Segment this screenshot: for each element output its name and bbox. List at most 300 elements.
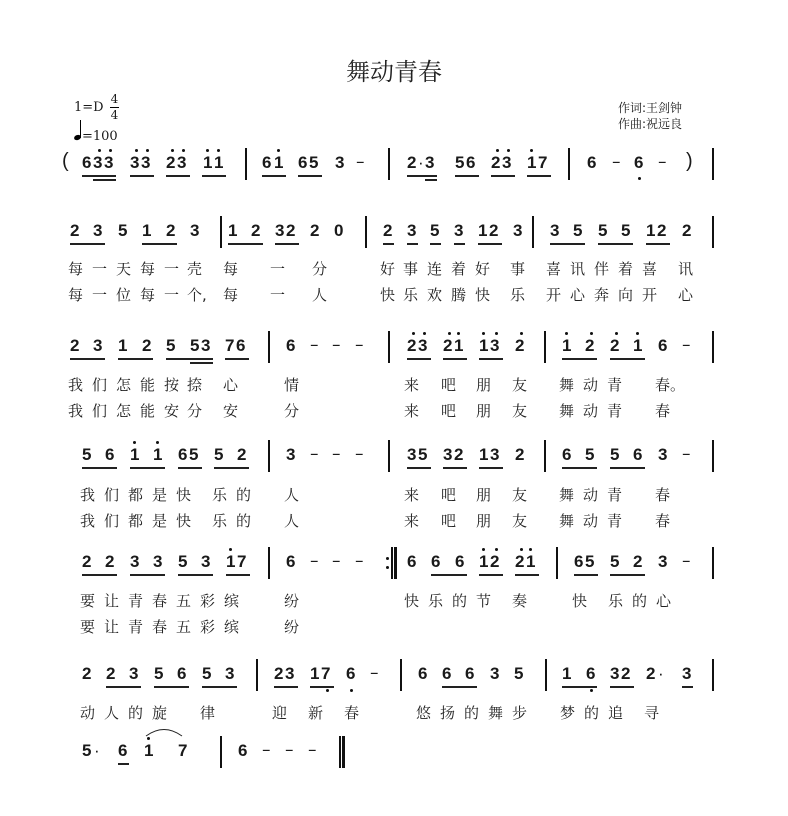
- note: 3: [443, 445, 453, 464]
- note: 2: [251, 221, 261, 240]
- lyric: 开: [642, 286, 658, 304]
- lyric: 纷: [284, 592, 300, 610]
- high-dot: [277, 149, 280, 152]
- quarter-note-icon: [74, 128, 82, 142]
- lyric: 人: [312, 286, 328, 304]
- note: 2: [407, 336, 417, 355]
- note: 5: [621, 221, 631, 240]
- note: 3: [407, 445, 417, 464]
- barline: [568, 148, 570, 180]
- lyric: 春: [655, 486, 671, 504]
- note: 6: [236, 336, 246, 355]
- note: 5: [610, 552, 620, 571]
- lyric: 一: [270, 260, 286, 278]
- lyric: 我: [68, 376, 84, 394]
- lyric: 的: [632, 592, 648, 610]
- note: 6: [286, 552, 296, 571]
- repeat-barline-thick: [394, 547, 397, 579]
- time-signature: [110, 93, 119, 122]
- lyric: 好: [475, 260, 491, 278]
- dash: –: [262, 740, 271, 760]
- dash: –: [682, 551, 691, 571]
- note: 1: [118, 336, 128, 355]
- dash: –: [332, 335, 341, 355]
- underline: [574, 574, 598, 576]
- aug-dot: ·: [658, 664, 664, 683]
- underline: [298, 175, 322, 177]
- note: 2: [286, 221, 296, 240]
- note: 1: [479, 336, 489, 355]
- lyric: 我: [80, 512, 96, 530]
- lyric: 扬: [440, 704, 456, 722]
- note: 2: [105, 552, 115, 571]
- high-dot: [457, 332, 460, 335]
- note: 6: [466, 153, 476, 172]
- staff-row-1: [0, 152, 788, 182]
- lyric: 讯: [570, 260, 586, 278]
- note: 5: [178, 552, 188, 571]
- underline: [225, 358, 249, 360]
- underline: [515, 574, 539, 576]
- note: 3: [418, 336, 428, 355]
- note: 1: [478, 221, 488, 240]
- note: 2: [70, 221, 80, 240]
- underline: [214, 467, 249, 469]
- low-dot: [326, 689, 329, 692]
- lyric: 分: [312, 260, 328, 278]
- high-dot: [182, 149, 185, 152]
- lyric: 我: [80, 486, 96, 504]
- note: 3: [93, 336, 103, 355]
- lyric: 五: [176, 592, 192, 610]
- time-signature-top: 4: [110, 92, 119, 106]
- note: 3: [425, 153, 435, 172]
- underline: [479, 467, 503, 469]
- lyric: 讯: [678, 260, 694, 278]
- lyric: 连: [427, 260, 443, 278]
- staff-row-2: [0, 220, 788, 250]
- dash: –: [355, 335, 364, 355]
- lyric: 人: [104, 704, 120, 722]
- lyric: 快: [404, 592, 420, 610]
- lyric: 一: [270, 286, 286, 304]
- lyric: 每: [223, 260, 239, 278]
- note: 5: [190, 336, 200, 355]
- lyric: 青: [607, 402, 623, 420]
- lyric: 让: [104, 592, 120, 610]
- lyric: 事: [510, 260, 526, 278]
- high-dot: [636, 332, 639, 335]
- underline: [454, 243, 465, 245]
- lyric: 事: [403, 260, 419, 278]
- high-dot: [482, 548, 485, 551]
- note: 2: [515, 336, 525, 355]
- tempo-marking: [74, 128, 118, 144]
- underline: [425, 179, 437, 181]
- lyric: 每: [223, 286, 239, 304]
- note: 1: [646, 221, 656, 240]
- note: 5: [166, 336, 176, 355]
- high-dot: [495, 332, 498, 335]
- underline: [407, 175, 437, 177]
- note: 2: [82, 664, 92, 683]
- lyric: 要: [80, 592, 96, 610]
- close-paren: ): [686, 150, 693, 172]
- note: 5: [214, 445, 224, 464]
- note: 2: [610, 336, 620, 355]
- lyric: 青: [607, 512, 623, 530]
- lyric: 吧: [441, 402, 457, 420]
- note: 2: [633, 552, 643, 571]
- note: 6: [238, 741, 248, 760]
- underline: [310, 686, 334, 688]
- underline: [443, 467, 467, 469]
- note: 3: [275, 221, 285, 240]
- note: 2: [515, 552, 525, 571]
- underline: [610, 574, 645, 576]
- underline: [491, 175, 515, 177]
- note: 3: [225, 664, 235, 683]
- note: 1: [633, 336, 643, 355]
- barline: [712, 547, 714, 579]
- note: 2: [166, 153, 176, 172]
- open-paren: (: [62, 150, 69, 172]
- underline: [682, 686, 693, 688]
- high-dot: [98, 149, 101, 152]
- lyric: 步: [512, 704, 528, 722]
- lyric: 乐: [608, 592, 624, 610]
- underline: [407, 467, 431, 469]
- note: 7: [538, 153, 548, 172]
- note: 1: [527, 153, 537, 172]
- note: 2: [657, 221, 667, 240]
- lyric: 壳: [187, 260, 203, 278]
- lyric: 来: [404, 512, 420, 530]
- staff-row-6: [0, 663, 788, 693]
- underline: [443, 358, 467, 360]
- underline: [431, 574, 467, 576]
- high-dot: [135, 149, 138, 152]
- note: 1: [562, 664, 572, 683]
- lyric: 位: [116, 286, 132, 304]
- high-dot: [156, 441, 159, 444]
- lyric: 都: [128, 512, 144, 530]
- barline: [545, 659, 547, 691]
- note: 6: [407, 552, 417, 571]
- note: 6: [465, 664, 475, 683]
- underline: [154, 686, 189, 688]
- barline: [556, 547, 558, 579]
- lyric: 天: [116, 260, 132, 278]
- barline: [388, 148, 390, 180]
- underline: [610, 358, 645, 360]
- note: 3: [658, 445, 668, 464]
- note: 3: [682, 664, 692, 683]
- song-title: 舞动青春: [346, 58, 442, 86]
- underline: [82, 175, 116, 177]
- lyric: 都: [128, 486, 144, 504]
- credits: [618, 100, 682, 132]
- dash: –: [658, 152, 667, 172]
- lyric: 节: [476, 592, 492, 610]
- staff-row-3: [0, 335, 788, 365]
- note: 1: [226, 552, 236, 571]
- lyric: 律: [200, 704, 216, 722]
- note: 7: [178, 741, 188, 760]
- lyric: 朋: [476, 486, 492, 504]
- lyric: 每: [68, 260, 84, 278]
- lyric: 新: [308, 704, 324, 722]
- high-dot: [109, 149, 112, 152]
- lyric: 吧: [441, 376, 457, 394]
- lyric: 动: [583, 512, 599, 530]
- note: 3: [130, 552, 140, 571]
- low-dot: [350, 689, 353, 692]
- note: 6: [118, 741, 128, 760]
- note: 5: [585, 552, 595, 571]
- note: 6: [658, 336, 668, 355]
- barline: [365, 216, 367, 248]
- underline: [226, 574, 250, 576]
- note: 1: [153, 445, 163, 464]
- note: 1: [130, 445, 140, 464]
- lyric: 开: [546, 286, 562, 304]
- high-dot: [520, 332, 523, 335]
- lyric: 的: [128, 704, 144, 722]
- barline: [220, 736, 222, 768]
- note: 1: [142, 221, 152, 240]
- note: 2: [454, 445, 464, 464]
- dash: –: [682, 335, 691, 355]
- underline: [202, 686, 237, 688]
- lyric: 腾: [451, 286, 467, 304]
- note: 6: [286, 336, 296, 355]
- time-signature-bottom: 4: [110, 108, 119, 122]
- note: 3: [93, 221, 103, 240]
- underline: [407, 358, 431, 360]
- note: 5: [573, 221, 583, 240]
- note: 6: [633, 445, 643, 464]
- dash: –: [682, 444, 691, 464]
- dash: –: [285, 740, 294, 760]
- note: 2: [585, 336, 595, 355]
- note: 6: [431, 552, 441, 571]
- lyric: 奏: [512, 592, 528, 610]
- underline: [70, 358, 105, 360]
- note: 3: [201, 336, 211, 355]
- note: 5: [610, 445, 620, 464]
- note: 3: [658, 552, 668, 571]
- note: 3: [177, 153, 187, 172]
- barline: [388, 440, 390, 472]
- lyric: 来: [404, 376, 420, 394]
- lyric: 快: [475, 286, 491, 304]
- repeat-barline: [391, 547, 393, 579]
- lyric: 来: [404, 486, 420, 504]
- barline: [220, 216, 222, 248]
- note: 6: [562, 445, 572, 464]
- lyric: 彩: [200, 618, 216, 636]
- lyric: 捺: [187, 376, 203, 394]
- lyric: 旋: [152, 704, 168, 722]
- underline: [166, 175, 190, 177]
- note: 3: [610, 664, 620, 683]
- high-dot: [507, 149, 510, 152]
- dash: –: [370, 663, 379, 683]
- lyric: 的: [236, 486, 252, 504]
- underline: [430, 243, 441, 245]
- note: 2: [274, 664, 284, 683]
- barline: [712, 331, 714, 363]
- barline: [544, 331, 546, 363]
- underline: [455, 175, 479, 177]
- note: 2: [237, 445, 247, 464]
- lyric: 舞: [559, 512, 575, 530]
- low-dot: [638, 177, 641, 180]
- note: 6: [298, 153, 308, 172]
- lyric: 能: [140, 376, 156, 394]
- note: 6: [418, 664, 428, 683]
- staff-row-4: [0, 444, 788, 474]
- dash: –: [310, 444, 319, 464]
- lyric: 友: [512, 402, 528, 420]
- note: 2: [491, 153, 501, 172]
- note: 1: [274, 153, 284, 172]
- lyric: 奔: [594, 286, 610, 304]
- lyric: 悠: [416, 704, 432, 722]
- lyric: 动: [583, 376, 599, 394]
- lyric: 的: [452, 592, 468, 610]
- note: 3: [93, 153, 103, 172]
- lyric: 一: [164, 286, 180, 304]
- note: 6: [455, 552, 465, 571]
- lyric: 友: [512, 512, 528, 530]
- note: 5: [189, 445, 199, 464]
- note: 5: [154, 664, 164, 683]
- underline: [479, 574, 503, 576]
- lyric: 彩: [200, 592, 216, 610]
- underline: [118, 763, 129, 765]
- underline: [178, 467, 202, 469]
- high-dot: [482, 332, 485, 335]
- note: 3: [454, 221, 464, 240]
- note: 1: [479, 552, 489, 571]
- note: 6: [587, 153, 597, 172]
- high-dot: [590, 332, 593, 335]
- lyric: 们: [92, 376, 108, 394]
- lyric: 喜: [642, 260, 658, 278]
- lyric: 们: [104, 486, 120, 504]
- lyric: 是: [152, 486, 168, 504]
- lyric: 春。: [655, 376, 686, 394]
- key-signature: 1=D: [74, 100, 104, 115]
- note: 2: [106, 664, 116, 683]
- underline: [130, 574, 165, 576]
- note: 5: [309, 153, 319, 172]
- lyric: 的: [464, 704, 480, 722]
- note: 2: [407, 153, 417, 172]
- underline: [275, 243, 299, 245]
- dash: –: [332, 444, 341, 464]
- lyric: 安: [223, 402, 239, 420]
- lyric: 一: [164, 260, 180, 278]
- note: 3: [129, 664, 139, 683]
- note: 3: [141, 153, 151, 172]
- high-dot: [448, 332, 451, 335]
- note: 1: [454, 336, 464, 355]
- note: 5: [598, 221, 608, 240]
- note: 3: [502, 153, 512, 172]
- high-dot: [520, 548, 523, 551]
- lyric: 情: [284, 376, 300, 394]
- note: 1: [144, 741, 154, 760]
- lyric: 乐: [403, 286, 419, 304]
- underline: [70, 243, 105, 245]
- note: 3: [201, 552, 211, 571]
- lyric: 动: [583, 402, 599, 420]
- lyric: 的: [584, 704, 600, 722]
- underline: [228, 243, 263, 245]
- underline: [610, 686, 634, 688]
- barline: [256, 659, 258, 691]
- underline: [479, 358, 503, 360]
- final-barline-thin: [339, 736, 341, 768]
- note: 5: [514, 664, 524, 683]
- repeat-dot: [386, 566, 389, 569]
- barline: [268, 440, 270, 472]
- lyric: 缤: [224, 618, 240, 636]
- lyric: 欢: [427, 286, 443, 304]
- underline: [383, 243, 394, 245]
- barline: [245, 148, 247, 180]
- note: 3: [490, 336, 500, 355]
- note: 7: [225, 336, 235, 355]
- barline: [400, 659, 402, 691]
- note: 5: [430, 221, 440, 240]
- repeat-dot: [386, 557, 389, 560]
- lyric: 心: [678, 286, 694, 304]
- lyric: 快: [176, 512, 192, 530]
- high-dot: [529, 548, 532, 551]
- lyric: 要: [80, 618, 96, 636]
- note: 1: [562, 336, 572, 355]
- lyric: 着: [618, 260, 634, 278]
- lyric: 快: [380, 286, 396, 304]
- note: 2: [310, 221, 320, 240]
- tempo-value: =100: [82, 129, 118, 144]
- high-dot: [565, 332, 568, 335]
- slur-icon: [144, 727, 184, 737]
- note: 6: [262, 153, 272, 172]
- lyric: 安: [164, 402, 180, 420]
- note: 7: [321, 664, 331, 683]
- underline: [82, 574, 117, 576]
- note: 3: [104, 153, 114, 172]
- lyric: 快: [572, 592, 588, 610]
- note: 2: [142, 336, 152, 355]
- note: 3: [153, 552, 163, 571]
- staff-row-5: [0, 551, 788, 581]
- lyric: 乐: [212, 486, 228, 504]
- lyric: 迎: [272, 704, 288, 722]
- lyric: 青: [607, 486, 623, 504]
- lyric: 每: [140, 286, 156, 304]
- note: 7: [237, 552, 247, 571]
- lyric: 朋: [476, 402, 492, 420]
- lyric: 动: [583, 486, 599, 504]
- note: 3: [286, 445, 296, 464]
- note: 6: [177, 664, 187, 683]
